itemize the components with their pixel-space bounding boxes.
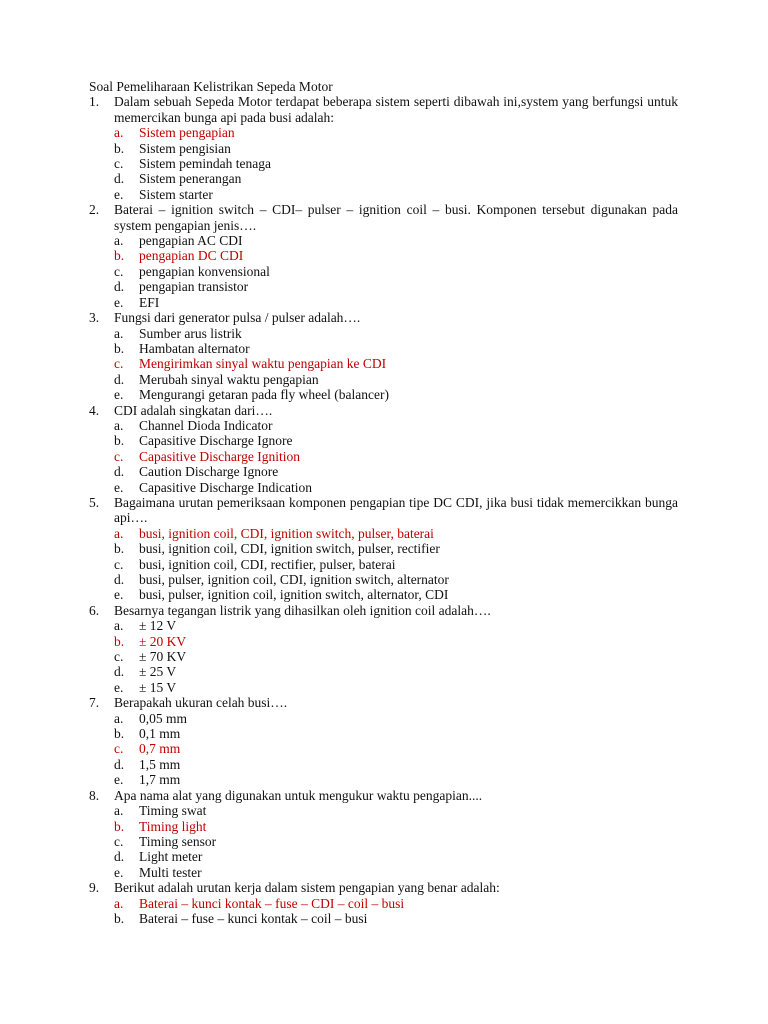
option-text: Baterai – fuse – kunci kontak – coil – busi [139,910,368,926]
option-list [89,125,678,202]
answer-option [114,464,678,479]
option-letter: a. [114,710,124,726]
answer-option [114,649,678,664]
option-text: Sistem starter [139,186,213,202]
option-text: Merubah sinyal waktu pengapian [139,371,319,387]
option-text: 0,05 mm [139,710,188,726]
question-item [89,788,678,880]
option-text: Timing light [139,818,207,834]
answer-option-correct [114,356,678,371]
answer-option [114,757,678,772]
option-text: busi, pulser, ignition coil, ignition switch, alternator, CDI [139,587,449,603]
question-text: Apa nama alat yang digunakan untuk mengukur waktu pengapian.... [114,787,483,803]
option-text: Channel Dioda Indicator [139,417,273,433]
question-number: 9. [89,880,100,896]
question-text: Dalam sebuah Sepeda Motor terdapat beberapa sistem seperti dibawah ini,system yang berfungsi untuk memercikan bunga api pada busi adalah: [114,94,678,125]
answer-option [114,557,678,572]
option-letter: e. [114,864,124,880]
answer-option [114,418,678,433]
option-text: Light meter [139,849,203,865]
option-text: Hambatan alternator [139,340,250,356]
option-letter: b. [114,541,125,557]
option-letter: b. [114,140,125,156]
answer-option [114,480,678,495]
option-text: 0,1 mm [139,726,181,742]
question-row [89,310,678,325]
answer-option [114,849,678,864]
question-text: Bagaimana urutan pemeriksaan komponen pengapian tipe DC CDI, jika busi tidak memercikkan bunga api…. [114,494,678,526]
option-letter: d. [114,849,125,865]
option-letter: d. [114,572,125,587]
option-text: pengapian DC CDI [139,248,244,264]
option-letter: c. [114,156,124,172]
option-text: 1,5 mm [139,756,181,772]
option-letter: d. [114,171,125,187]
answer-option [114,387,678,402]
option-text: ± 20 KV [139,633,187,649]
answer-option [114,803,678,818]
question-number: 4. [89,402,100,418]
answer-option [114,911,678,926]
answer-option [114,587,678,602]
question-item [89,695,678,787]
question-row [89,788,678,803]
question-number: 2. [89,202,100,218]
option-text: busi, ignition coil, CDI, rectifier, pulser, baterai [139,556,396,572]
option-text: ± 15 V [139,679,177,695]
option-letter: b. [114,433,125,449]
answer-option-correct [114,449,678,464]
question-item [89,202,678,310]
option-text: Multi tester [139,864,202,880]
option-text: Sistem penerangan [139,171,242,187]
option-letter: c. [114,263,124,279]
option-letter: b. [114,633,125,649]
option-text: pengapian transistor [139,279,249,295]
option-text: Mengirimkan sinyal waktu pengapian ke CDI [139,356,387,372]
option-letter: e. [114,186,124,202]
answer-option [114,372,678,387]
answer-option [114,295,678,310]
option-letter: e. [114,679,124,695]
answer-option [114,680,678,695]
option-text: 1,7 mm [139,772,181,788]
question-text: Fungsi dari generator pulsa / pulser adalah…. [114,310,361,326]
question-number: 8. [89,787,100,803]
question-list [89,94,678,926]
option-letter: a. [114,803,124,819]
question-item [89,310,678,402]
answer-option [114,187,678,202]
option-text: pengapian AC CDI [139,233,243,249]
answer-option-correct [114,896,678,911]
answer-option-correct [114,526,678,541]
option-letter: b. [114,910,125,926]
question-text: CDI adalah singkatan dari…. [114,402,273,418]
answer-option [114,233,678,248]
option-letter: c. [114,356,124,372]
option-text: ± 25 V [139,664,177,680]
option-list [89,418,678,495]
question-row [89,603,678,618]
question-text: Baterai – ignition switch – CDI– pulser – ignition coil – busi. Komponen tersebut digunakan pada system pengapian jenis…. [114,202,678,233]
option-text: Sistem pemindah tenaga [139,156,271,172]
option-letter: a. [114,125,124,141]
answer-option [114,834,678,849]
option-text: Capasitive Discharge Indication [139,479,312,495]
question-item [89,495,678,603]
option-text: busi, ignition coil, CDI, ignition switch, pulser, rectifier [139,541,440,557]
option-letter: a. [114,895,124,911]
option-letter: b. [114,340,125,356]
answer-option-correct [114,741,678,756]
question-row [89,495,678,526]
option-text: Timing sensor [139,833,217,849]
question-text: Besarnya tegangan listrik yang dihasilkan oleh ignition coil adalah…. [114,602,491,618]
answer-option [114,156,678,171]
question-number: 5. [89,494,100,510]
option-letter: e. [114,294,124,310]
option-letter: e. [114,387,124,403]
question-number: 1. [89,94,100,110]
option-letter: d. [114,279,125,295]
question-number: 7. [89,695,100,711]
option-text: Sumber arus listrik [139,325,242,341]
option-letter: c. [114,833,124,849]
option-letter: b. [114,248,125,264]
answer-option [114,618,678,633]
answer-option-correct [114,125,678,140]
question-item [89,403,678,495]
option-letter: e. [114,772,124,788]
option-letter: a. [114,325,124,341]
option-text: ± 70 KV [139,649,187,665]
option-letter: b. [114,726,125,742]
option-letter: b. [114,818,125,834]
answer-option [114,171,678,186]
answer-option [114,711,678,726]
option-letter: d. [114,371,125,387]
option-list [89,618,678,695]
question-number: 3. [89,310,100,326]
option-letter: a. [114,233,124,249]
option-letter: e. [114,479,124,495]
option-list [89,526,678,603]
option-letter: a. [114,417,124,433]
answer-option [114,141,678,156]
option-letter: c. [114,649,124,665]
answer-option [114,326,678,341]
answer-option [114,541,678,556]
option-text: 0,7 mm [139,741,181,757]
option-letter: c. [114,448,124,464]
question-text: Berikut adalah urutan kerja dalam sistem pengapian yang benar adalah: [114,880,500,896]
answer-option [114,772,678,787]
option-text: Capasitive Discharge Ignore [139,433,293,449]
question-item [89,880,678,926]
question-item [89,94,678,202]
answer-option [114,264,678,279]
option-text: pengapian konvensional [139,263,270,279]
option-text: Sistem pengisian [139,140,231,156]
option-text: Mengurangi getaran pada fly wheel (balancer) [139,387,390,403]
answer-option-correct [114,634,678,649]
answer-option-correct [114,248,678,263]
option-list [89,233,678,310]
option-text: busi, pulser, ignition coil, CDI, ignition switch, alternator [139,572,449,587]
option-text: Timing swat [139,803,207,819]
option-letter: d. [114,464,125,480]
question-row [89,202,678,233]
question-item [89,603,678,695]
answer-option [114,572,678,587]
answer-option-correct [114,819,678,834]
option-text: Capasitive Discharge Ignition [139,448,300,464]
option-text: Sistem pengapian [139,125,235,141]
option-list [89,803,678,880]
option-list [89,711,678,788]
option-letter: a. [114,525,124,541]
option-text: Baterai – kunci kontak – fuse – CDI – coil – busi [139,895,405,911]
question-number: 6. [89,602,100,618]
question-row [89,880,678,895]
document-title: Soal Pemeliharaan Kelistrikan Sepeda Motor [89,79,333,94]
option-list [89,896,678,927]
answer-option [114,726,678,741]
option-text: ± 12 V [139,618,177,634]
question-row [89,403,678,418]
answer-option [114,279,678,294]
option-letter: c. [114,741,124,757]
question-row [89,695,678,710]
answer-option [114,341,678,356]
question-row [89,94,678,125]
option-text: busi, ignition coil, CDI, ignition switch, pulser, baterai [139,525,434,541]
option-text: Caution Discharge Ignore [139,464,279,480]
option-letter: d. [114,756,125,772]
option-text: EFI [139,294,160,310]
answer-option [114,664,678,679]
question-text: Berapakah ukuran celah busi…. [114,695,288,711]
option-letter: a. [114,618,124,634]
answer-option [114,865,678,880]
answer-option [114,433,678,448]
option-letter: e. [114,587,124,603]
option-letter: c. [114,556,124,572]
option-list [89,326,678,403]
option-letter: d. [114,664,125,680]
